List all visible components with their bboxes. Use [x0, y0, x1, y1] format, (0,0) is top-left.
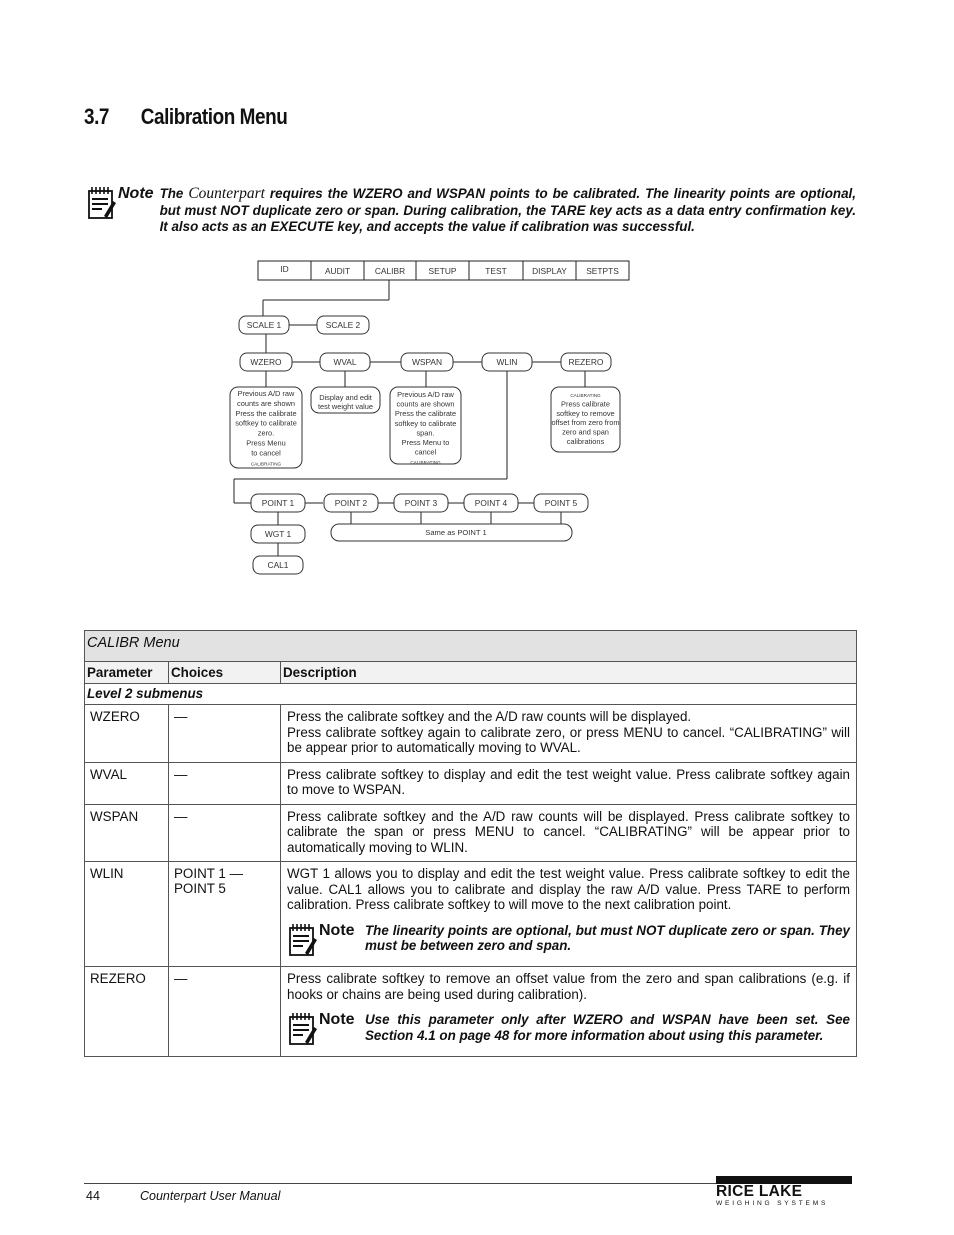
diagram-nodes	[230, 316, 620, 574]
wval-note-line: Display and edit	[319, 393, 372, 402]
wspan-note-line: Previous A/D raw	[397, 390, 454, 399]
menu-tab-label: TEST	[485, 266, 507, 276]
row-note	[287, 923, 850, 961]
wgt-1-label: WGT 1	[264, 529, 292, 539]
scale-2-label: SCALE 2	[325, 320, 361, 330]
choices-cell: —	[169, 804, 281, 862]
wzero-note-line: Press Menu	[246, 438, 286, 448]
wspan-note-line: span.	[416, 428, 435, 438]
choices-cell: —	[169, 762, 281, 804]
row-note	[287, 1012, 850, 1050]
point-3-label: POINT 3	[404, 498, 438, 508]
table-row	[85, 862, 857, 967]
menu-tab-label: AUDIT	[324, 266, 351, 276]
description-text: Press calibrate softkey to display and edit the test weight value. Press calibrate softkey again to move to WSPAN.	[287, 766, 850, 797]
param-cell: WSPAN	[85, 804, 169, 862]
note-callout	[86, 186, 154, 226]
wzero-note-line: zero.	[257, 428, 275, 438]
row-note-text: The linearity points are optional, but must NOT duplicate zero or span. They must be between zero and span.	[365, 922, 850, 953]
wzero-note-line: Press the calibrate	[235, 408, 297, 418]
rezero-note-line: softkey to remove	[556, 408, 615, 418]
page-number: 44	[86, 1189, 100, 1203]
menu-tab-label: ID	[280, 264, 289, 274]
cal1-label: CAL1	[267, 560, 289, 570]
table-row	[85, 705, 857, 763]
rezero-note-line: calibrations	[566, 437, 605, 446]
menu-tabs	[258, 261, 629, 280]
table-row	[85, 804, 857, 862]
level2-wspan-label: WSPAN	[411, 357, 443, 367]
column-header: Choices	[169, 662, 281, 684]
notepad-icon	[287, 1012, 317, 1046]
wval-note-line: test weight value	[317, 402, 374, 411]
menu-tab-label: SETPTS	[586, 266, 619, 276]
level2-rezero-label: REZERO	[568, 357, 604, 367]
note-callout	[287, 1012, 355, 1046]
rezero-note-line: CALIBRATING	[570, 393, 601, 398]
point-1-label: POINT 1	[261, 498, 295, 508]
level2-wzero-label: WZERO	[250, 357, 282, 367]
point-5-label: POINT 5	[544, 498, 578, 508]
rezero-note-line: Press calibrate	[561, 399, 610, 409]
calibr-menu-table	[84, 630, 857, 1057]
note-text: requires the WZERO and WSPAN points to be calibrated. The linearity points are optional, but must NOT duplicate zero or span. During calibration, the TARE key acts as a data entry confirmation key. It also acts as an EXECUTE key, and accepts the value if calibration was successful.	[159, 186, 856, 234]
same-as-point-1-label: Same as POINT 1	[425, 528, 487, 537]
row-note-text: Use this parameter only after WZERO and WSPAN have been set. See Section 4.1 on page 48 for more information about using this parameter.	[365, 1012, 850, 1043]
top-note	[84, 186, 856, 236]
wzero-note-line: to cancel	[251, 448, 281, 458]
wspan-note-line: Press the calibrate	[394, 409, 457, 419]
scale-1-label: SCALE 1	[246, 320, 282, 330]
description-text: WGT 1 allows you to display and edit the test weight value. Press calibrate softkey to edit the value. CAL1 allows you to calibrate and display the raw A/D value. Press TARE to perform calibration. Press calibrate softkey to will move to the next calibration point.	[287, 866, 850, 912]
wspan-note-line: softkey to calibrate	[394, 418, 457, 428]
column-header: Description	[281, 662, 857, 684]
menu-tab-label: SETUP	[428, 266, 457, 276]
choices-cell: —	[169, 967, 281, 1057]
note-label: Note	[319, 1011, 355, 1028]
section-heading: Calibration Menu	[140, 104, 288, 129]
description-cell	[281, 762, 857, 804]
wspan-note-line: cancel	[414, 447, 437, 457]
menu-tab-label: CALIBR	[374, 266, 406, 276]
wzero-note-line: counts are shown	[237, 398, 295, 408]
param-cell: WZERO	[85, 705, 169, 763]
submenu-label: Level 2 submenus	[85, 684, 857, 705]
choices-cell: POINT 1 — POINT 5	[169, 862, 281, 967]
description-cell	[281, 705, 857, 763]
note-callout	[287, 923, 355, 957]
section-number: 3.7	[84, 104, 110, 129]
rezero-note-line: offset from zero from	[551, 418, 620, 428]
description-text: Press the calibrate softkey and the A/D raw counts will be displayed.	[287, 709, 692, 724]
wzero-note-line: softkey to calibrate	[235, 418, 297, 428]
wspan-note-line: counts are shown	[396, 399, 455, 409]
choices-cell: —	[169, 705, 281, 763]
wspan-note-line: CALIBRATING	[410, 460, 441, 466]
wzero-note-line: Previous A/D raw	[237, 389, 295, 398]
table-row	[85, 762, 857, 804]
description-cell	[281, 967, 857, 1057]
level2-wlin-label: WLIN	[496, 357, 518, 367]
note-product-name: Counterpart	[188, 185, 265, 202]
manual-title: Counterpart User Manual	[140, 1189, 281, 1203]
point-4-label: POINT 4	[474, 498, 508, 508]
note-lead: The	[159, 186, 184, 201]
table-row	[85, 967, 857, 1057]
table-header-row	[85, 662, 857, 684]
point-2-label: POINT 2	[334, 498, 368, 508]
footer-rule	[84, 1183, 716, 1184]
calibration-menu-diagram	[0, 0, 954, 600]
description-cell	[281, 804, 857, 862]
description-text: Press calibrate softkey and the A/D raw counts will be displayed. Press calibrate softkey to calibrate the span or press MENU to cancel. “CALIBRATING” will be appear prior to automatically moving to WLIN.	[287, 808, 850, 855]
description-text: Press calibrate softkey again to calibrate zero, or press MENU to cancel. “CALIBRATING” will be appear prior to automatically moving to WVAL.	[287, 724, 850, 755]
notepad-icon	[287, 923, 317, 957]
logo-subtitle: WEIGHING SYSTEMS	[716, 1200, 829, 1207]
menu-tab-label: DISPLAY	[532, 266, 567, 276]
note-label: Note	[319, 921, 355, 939]
level2-wval-label: WVAL	[333, 357, 357, 367]
param-cell: WVAL	[85, 762, 169, 804]
wzero-note-line: CALIBRATING	[250, 461, 282, 467]
wspan-note-line: Press Menu to	[401, 438, 450, 447]
note-label: Note	[118, 185, 154, 202]
rezero-note-line: zero and span	[562, 427, 609, 437]
description-cell	[281, 862, 857, 967]
notepad-icon	[86, 186, 116, 220]
param-cell: WLIN	[85, 862, 169, 967]
description-text: Press calibrate softkey to remove an offset value from the zero and span calibrations (e.g. if hooks or chains are being used during calibration).	[287, 971, 850, 1002]
param-cell: REZERO	[85, 967, 169, 1057]
rice-lake-logo	[716, 1176, 852, 1208]
table-title: CALIBR Menu	[85, 631, 857, 662]
logo-brand: RICE LAKE	[716, 1183, 803, 1200]
column-header: Parameter	[85, 662, 169, 684]
section-title	[84, 104, 287, 130]
